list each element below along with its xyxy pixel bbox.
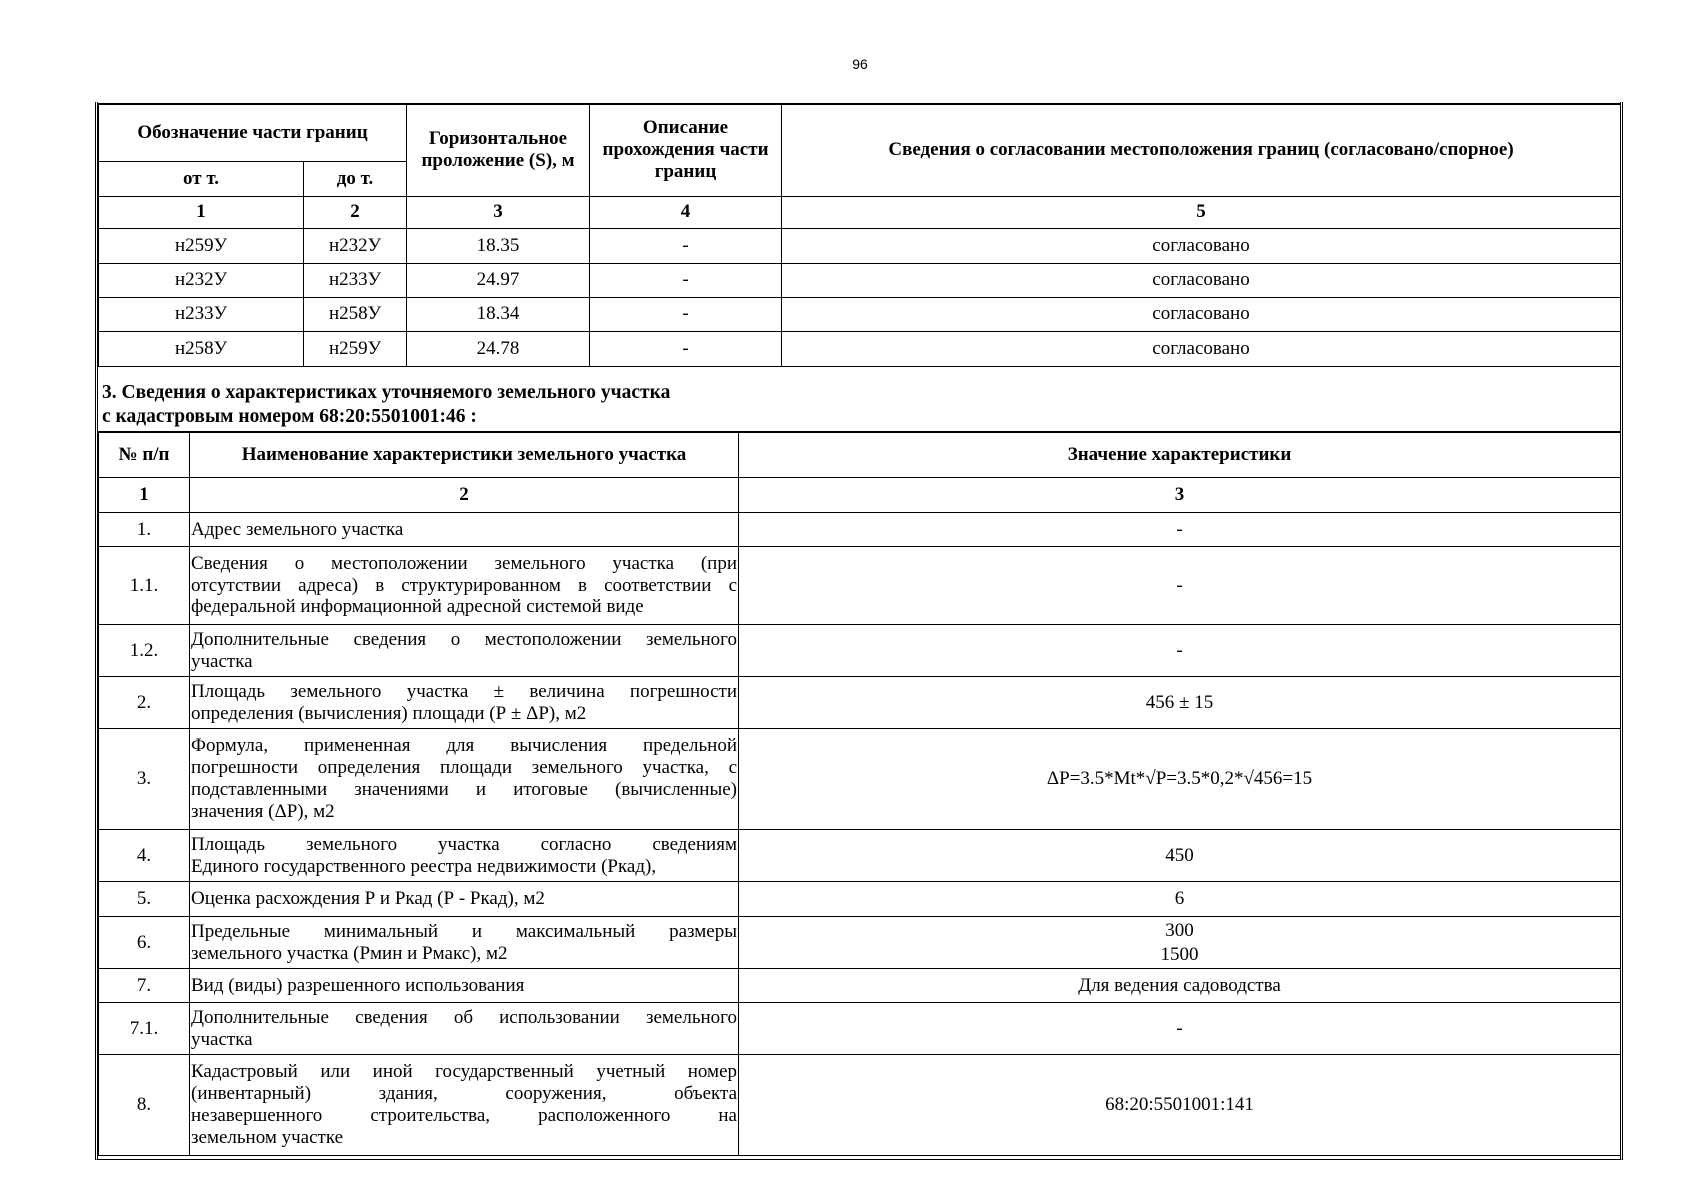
agreement-status: согласовано	[782, 263, 1621, 297]
header-description: Описание прохождения части границ	[590, 104, 782, 196]
horizontal-distance: 24.97	[407, 263, 590, 297]
agreement-status: согласовано	[782, 228, 1621, 263]
horizontal-distance: 24.78	[407, 331, 590, 366]
agreement-status: согласовано	[782, 331, 1621, 366]
description: -	[590, 297, 782, 331]
table-row	[99, 1003, 1621, 1055]
name-line: значения (ΔР), м2	[191, 800, 335, 822]
characteristic-name	[190, 677, 739, 729]
row-number: 7.1.	[99, 1003, 190, 1055]
characteristic-value: -	[739, 625, 1621, 677]
characteristic-name	[190, 917, 739, 969]
header-num: № п/п	[99, 433, 190, 478]
value-line: 300	[1165, 919, 1194, 941]
header-from: от т.	[99, 161, 304, 196]
col-number: 2	[190, 478, 739, 513]
table-row	[99, 830, 1621, 882]
characteristic-name: Вид (виды) разрешенного использования	[190, 969, 739, 1003]
col-number: 2	[304, 196, 407, 228]
name-line: федеральной информационной адресной системой виде	[191, 596, 644, 618]
value-line: 1500	[1160, 943, 1199, 965]
name-line: Площадь земельного участка согласно сведениям	[191, 833, 737, 855]
name-line: незавершенного строительства, расположенного на	[191, 1105, 737, 1126]
name-line: определения (вычисления) площади (Р ± ΔР), м2	[191, 702, 587, 724]
to-point: н259У	[304, 331, 407, 366]
row-number: 2.	[99, 677, 190, 729]
characteristic-name	[190, 625, 739, 677]
name-line: подставленными значениями и итоговые (вычисленные)	[191, 779, 737, 800]
col-number: 3	[739, 478, 1621, 513]
name-line: Кадастровый или иной государственный учетный номер	[191, 1061, 737, 1083]
characteristic-name	[190, 1055, 739, 1156]
from-point: н258У	[99, 331, 304, 366]
table-row	[99, 331, 1621, 366]
name-line: участка	[191, 650, 253, 672]
col-number: 1	[99, 478, 190, 513]
col-number: 5	[782, 196, 1621, 228]
col-number: 3	[407, 196, 590, 228]
table-row	[99, 263, 1621, 297]
header-agreement: Сведения о согласовании местоположения границ (согласовано/спорное)	[782, 104, 1621, 196]
characteristic-value: ΔP=3.5*Mt*√P=3.5*0,2*√456=15	[739, 729, 1621, 830]
section-title-line: 3. Сведения о характеристиках уточняемого земельного участка	[102, 382, 671, 403]
col-number: 4	[590, 196, 782, 228]
section-title-line: с кадастровым номером 68:20:5501001:46 :	[102, 406, 477, 427]
to-point: н233У	[304, 263, 407, 297]
table-row	[99, 729, 1621, 830]
from-point: н233У	[99, 297, 304, 331]
table-row	[99, 882, 1621, 917]
boundary-parts-table	[98, 103, 1621, 367]
column-numbers-row	[99, 478, 1621, 513]
row-number: 1.2.	[99, 625, 190, 677]
name-line: Площадь земельного участка ± величина погрешности	[191, 680, 737, 702]
table-row	[99, 228, 1621, 263]
characteristic-value: -	[739, 547, 1621, 625]
characteristic-name	[190, 1003, 739, 1055]
row-number: 4.	[99, 830, 190, 882]
from-point: н232У	[99, 263, 304, 297]
horizontal-distance: 18.34	[407, 297, 590, 331]
characteristic-name	[190, 830, 739, 882]
from-point: н259У	[99, 228, 304, 263]
row-number: 3.	[99, 729, 190, 830]
characteristic-value: 68:20:5501001:141	[739, 1055, 1621, 1156]
characteristic-name	[190, 547, 739, 625]
agreement-status: согласовано	[782, 297, 1621, 331]
table-row	[99, 917, 1621, 969]
name-line: Предельные минимальный и максимальный размеры	[191, 920, 737, 942]
section-3-title	[98, 366, 1620, 432]
table-row	[99, 297, 1621, 331]
to-point: н232У	[304, 228, 407, 263]
col-number: 1	[99, 196, 304, 228]
name-line: Единого государственного реестра недвижимости (Ркад),	[191, 855, 657, 877]
header-part: Обозначение части границ	[99, 104, 407, 161]
name-line: земельного участка (Рмин и Рмакс), м2	[191, 942, 508, 964]
characteristic-value: 6	[739, 882, 1621, 917]
description: -	[590, 228, 782, 263]
name-line: погрешности определения площади земельного участка, с	[191, 757, 737, 779]
characteristic-value: 450	[739, 830, 1621, 882]
horizontal-distance: 18.35	[407, 228, 590, 263]
column-numbers-row	[99, 196, 1621, 228]
description: -	[590, 331, 782, 366]
characteristic-value: 456 ± 15	[739, 677, 1621, 729]
row-number: 6.	[99, 917, 190, 969]
characteristic-value: Для ведения садоводства	[739, 969, 1621, 1003]
table-row	[99, 1055, 1621, 1156]
table-row	[99, 547, 1621, 625]
characteristic-value	[739, 917, 1621, 969]
name-line: Дополнительные сведения о местоположении земельного	[191, 628, 737, 650]
name-line: земельном участке	[191, 1126, 344, 1148]
table-row	[99, 677, 1621, 729]
characteristic-value: -	[739, 513, 1621, 547]
row-number: 7.	[99, 969, 190, 1003]
description: -	[590, 263, 782, 297]
name-line: Сведения о местоположении земельного участка (при	[191, 552, 737, 574]
name-line: (инвентарный) здания, сооружения, объекта	[191, 1083, 737, 1105]
row-number: 1.	[99, 513, 190, 547]
table-row	[99, 513, 1621, 547]
header-name: Наименование характеристики земельного участка	[190, 433, 739, 478]
header-to: до т.	[304, 161, 407, 196]
header-horizontal: Горизонтальное проложение (S), м	[407, 104, 590, 196]
header-value: Значение характеристики	[739, 433, 1621, 478]
name-line: участка	[191, 1028, 253, 1050]
characteristic-name	[190, 729, 739, 830]
name-line: Формула, примененная для вычисления предельной	[191, 735, 737, 757]
characteristic-value: -	[739, 1003, 1621, 1055]
page-number: 96	[852, 56, 868, 72]
name-line: отсутствии адреса) в структурированном в соответствии с	[191, 574, 737, 596]
table-row	[99, 625, 1621, 677]
table-row	[99, 969, 1621, 1003]
characteristic-name: Оценка расхождения Р и Ркад (Р - Ркад), м2	[190, 882, 739, 917]
name-line: Дополнительные сведения об использовании земельного	[191, 1006, 737, 1028]
characteristic-name: Адрес земельного участка	[190, 513, 739, 547]
row-number: 8.	[99, 1055, 190, 1156]
land-characteristics-table	[98, 432, 1621, 1156]
to-point: н258У	[304, 297, 407, 331]
row-number: 1.1.	[99, 547, 190, 625]
row-number: 5.	[99, 882, 190, 917]
